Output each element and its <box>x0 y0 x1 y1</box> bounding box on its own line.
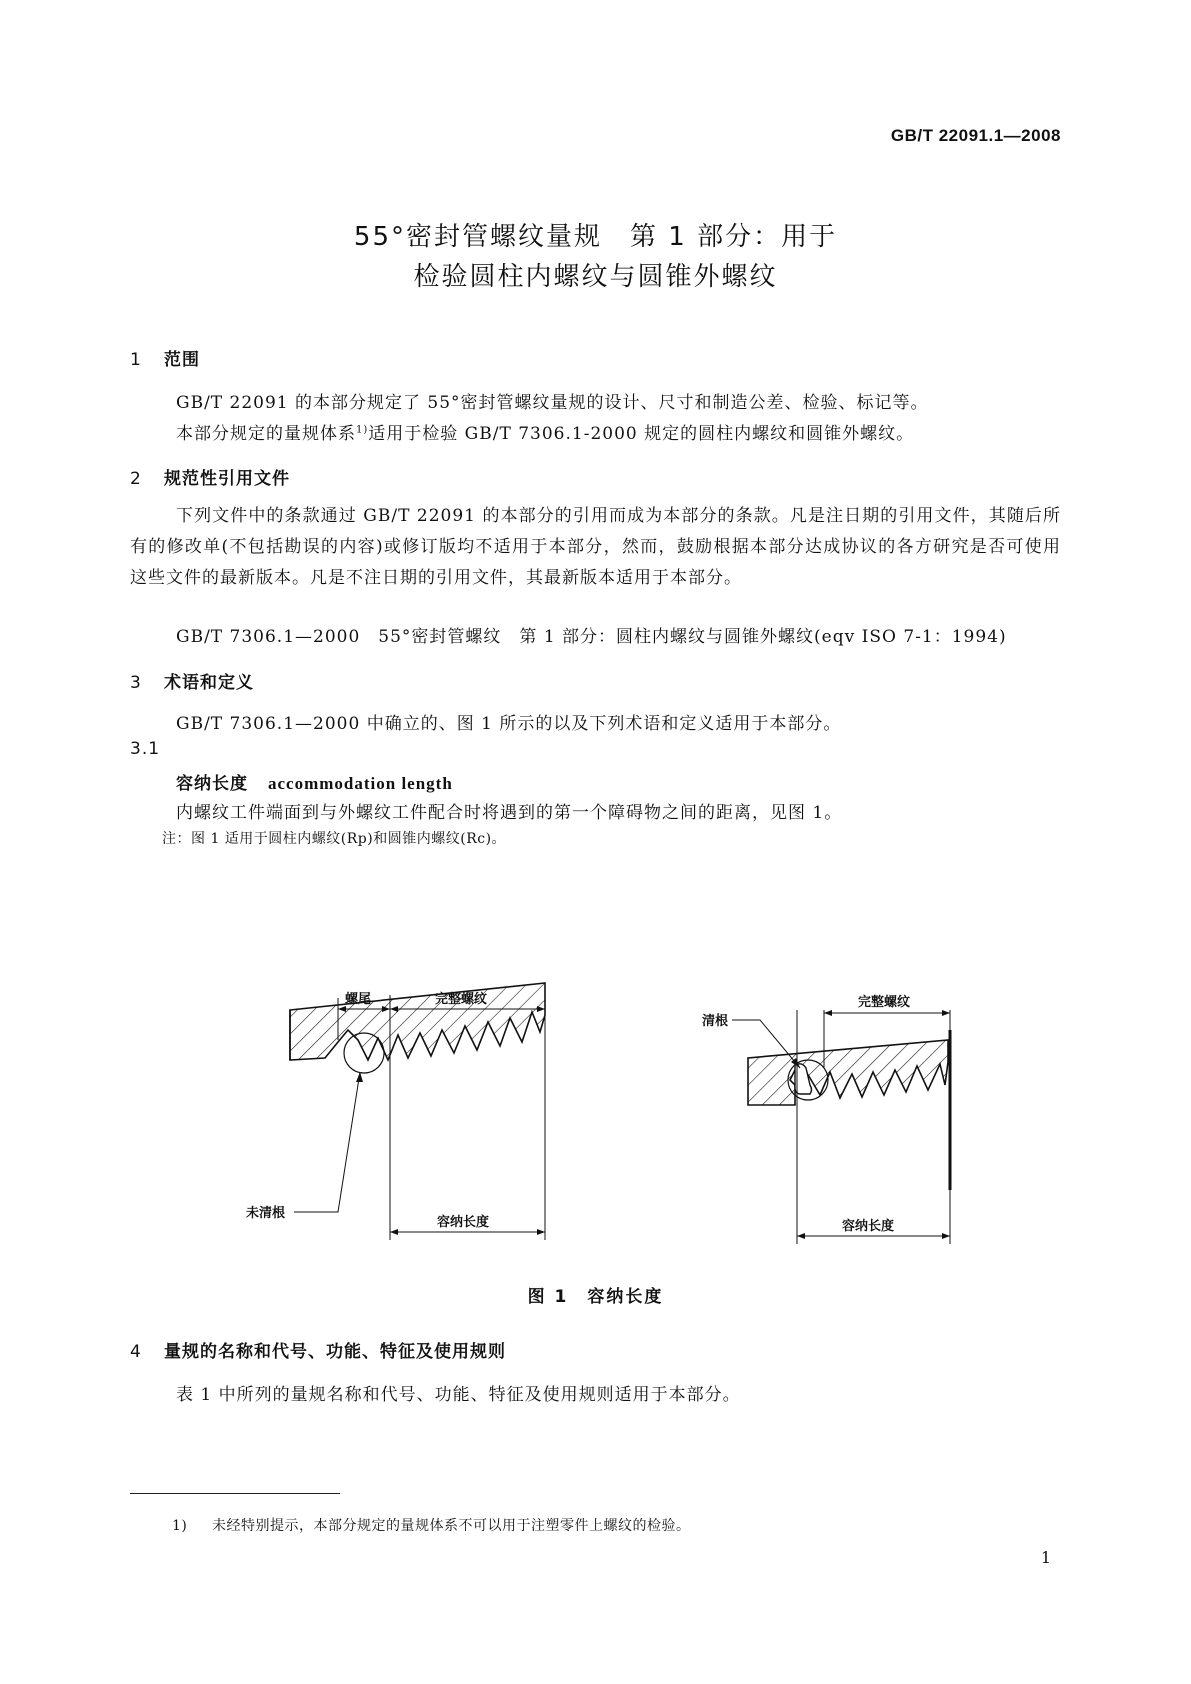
footnote-divider <box>130 1493 340 1494</box>
footnote-marker: 1) <box>172 1518 188 1534</box>
right-thread-profile <box>748 1040 948 1105</box>
label-full-thread-left: 完整螺纹 <box>435 992 488 1007</box>
section-1-p2-before: 本部分规定的量规体系 <box>176 424 356 444</box>
section-3-number: 3 <box>130 673 142 693</box>
document-title-line2: 检验圆柱内螺纹与圆锥外螺纹 <box>413 262 778 292</box>
section-4-title: 量规的名称和代号、功能、特征及使用规则 <box>164 1342 506 1362</box>
label-uncleared-root: 未清根 <box>246 1206 286 1221</box>
term-definition: 内螺纹工件端面到与外螺纹工件配合时将遇到的第一个障碍物之间的距离，见图 1。 <box>176 803 843 823</box>
section-4-heading <box>130 1337 506 1362</box>
section-2-title: 规范性引用文件 <box>164 469 290 489</box>
section-4-number: 4 <box>130 1342 142 1362</box>
section-4-paragraph-1: 表 1 中所列的量规名称和代号、功能、特征及使用规则适用于本部分。 <box>176 1385 741 1405</box>
document-title-line1: 55°密封管螺纹量规 第 1 部分：用于 <box>353 222 838 252</box>
section-3-1-number: 3.1 <box>130 739 161 759</box>
section-1-p2-after: 适用于检验 GB/T 7306.1-2000 规定的圆柱内螺纹和圆锥外螺纹。 <box>368 424 915 444</box>
footnote <box>172 1515 691 1535</box>
section-1-title: 范围 <box>164 350 200 370</box>
section-3-title: 术语和定义 <box>164 673 254 693</box>
label-accommodation-right: 容纳长度 <box>842 1219 895 1234</box>
label-full-thread-right: 完整螺纹 <box>858 995 911 1010</box>
section-2-reference: GB/T 7306.1—2000 55°密封管螺纹 第 1 部分：圆柱内螺纹与圆锥外螺纹(eqv ISO 7-1：1994) <box>176 627 1007 647</box>
label-cleared-root: 清根 <box>702 1014 729 1029</box>
figure-1-caption: 图 1 容纳长度 <box>527 1287 664 1307</box>
section-1-paragraph-1: GB/T 22091 的本部分规定了 55°密封管螺纹量规的设计、尺寸和制造公差、检验、标记等。 <box>176 393 929 413</box>
label-accommodation-left: 容纳长度 <box>437 1215 490 1230</box>
footnote-text: 未经特别提示，本部分规定的量规体系不可以用于注塑零件上螺纹的检验。 <box>212 1518 691 1534</box>
section-3-note: 注：图 1 适用于圆柱内螺纹(Rp)和圆锥内螺纹(Rc)。 <box>162 831 507 847</box>
page-number: 1 <box>1040 1548 1051 1567</box>
section-3-paragraph-1: GB/T 7306.1—2000 中确立的、图 1 所示的以及下列术语和定义适用于本部分。 <box>176 714 842 734</box>
standard-number: GB/T 22091.1—2008 <box>890 126 1061 145</box>
term-chinese: 容纳长度 <box>176 774 248 794</box>
term-english: accommodation length <box>268 774 453 793</box>
label-thread-tail: 螺尾 <box>345 992 372 1007</box>
section-2-number: 2 <box>130 469 142 489</box>
section-1-number: 1 <box>130 350 142 370</box>
footnote-reference: 1) <box>356 424 369 436</box>
left-thread-profile <box>290 983 545 1060</box>
section-2-paragraph-1: 下列文件中的条款通过 GB/T 22091 的本部分的引用而成为本部分的条款。凡是注日期的引用文件，其随后所有的修改单(不包括勘误的内容)或修订版均不适用于本部分，然而，鼓励根据本部分达成协议的各方研究是否可使用这些文件的最新版本。凡是不注日期的引用文件，其最新版本适用于本部分。 <box>130 506 1061 588</box>
